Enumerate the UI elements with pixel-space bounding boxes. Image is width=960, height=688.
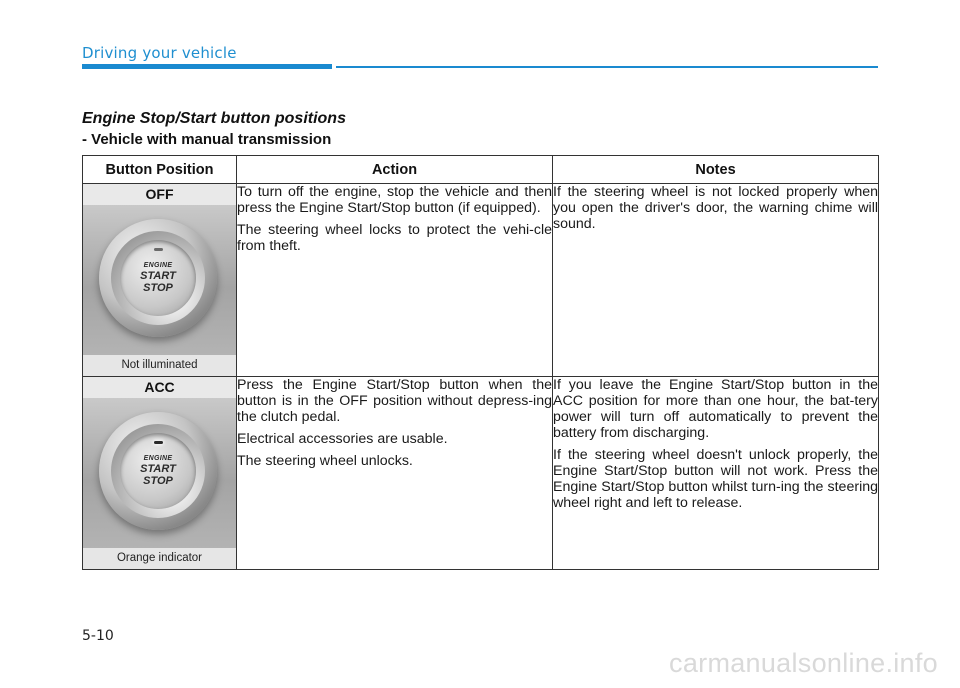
header-rule-thin xyxy=(336,66,878,68)
notes-text: If the steering wheel doesn't unlock properly, the Engine Start/Stop button will not work. Press the Engine Start/Stop button whilst turn-ing the steering wheel right and left to release. xyxy=(553,447,878,511)
button-face xyxy=(120,240,196,316)
notes-text: If you leave the Engine Start/Stop button in the ACC position for more than one hour, the bat-tery power will turn off automatically to prevent the battery from discharging. xyxy=(553,377,878,441)
button-label-stop: STOP xyxy=(143,475,173,487)
button-label-start: START xyxy=(140,463,176,475)
page-subtitle: - Vehicle with manual transmission xyxy=(82,131,332,148)
action-text: The steering wheel unlocks. xyxy=(237,453,413,469)
action-text: Electrical accessories are usable. xyxy=(237,431,448,447)
image-caption-acc: Orange indicator xyxy=(83,548,236,569)
start-stop-button-image-acc xyxy=(83,398,236,548)
page-number: 5-10 xyxy=(82,628,114,644)
action-text: The steering wheel locks to protect the vehi-cle from theft. xyxy=(237,222,552,254)
action-text: Press the Engine Start/Stop button when the button is in the OFF position without depress-ing the clutch pedal. xyxy=(237,377,552,425)
position-label-acc: ACC xyxy=(83,377,236,398)
button-bezel xyxy=(99,412,217,530)
position-cell-off xyxy=(83,184,237,377)
button-bezel xyxy=(99,219,217,337)
button-face xyxy=(120,433,196,509)
button-positions-table xyxy=(82,155,879,570)
button-label-stop: STOP xyxy=(143,282,173,294)
action-text: To turn off the engine, stop the vehicle and then press the Engine Start/Stop button (if equipped). xyxy=(237,184,552,216)
table-row-acc xyxy=(83,377,879,570)
page-title: Engine Stop/Start button positions xyxy=(82,110,346,127)
notes-cell-acc xyxy=(553,377,879,570)
start-stop-button-image-off xyxy=(83,205,236,355)
table-header-row xyxy=(83,156,879,184)
table-row-off xyxy=(83,184,879,377)
action-cell-acc xyxy=(237,377,553,570)
column-header-position: Button Position xyxy=(83,156,237,184)
indicator-light xyxy=(154,248,163,251)
notes-text: If the steering wheel is not locked properly when you open the driver's door, the warning chime will sound. xyxy=(553,184,878,232)
image-caption-off: Not illuminated xyxy=(83,355,236,376)
button-label-start: START xyxy=(140,270,176,282)
button-label-engine: ENGINE xyxy=(143,455,173,462)
button-label-engine: ENGINE xyxy=(143,262,173,269)
position-cell-acc xyxy=(83,377,237,570)
notes-cell-off xyxy=(553,184,879,377)
header-rule-thick xyxy=(82,64,332,69)
position-label-off: OFF xyxy=(83,184,236,205)
watermark[interactable]: carmanualsonline.info xyxy=(669,648,938,678)
indicator-light xyxy=(154,441,163,444)
column-header-notes: Notes xyxy=(553,156,879,184)
action-cell-off xyxy=(237,184,553,377)
column-header-action: Action xyxy=(237,156,553,184)
section-heading: Driving your vehicle xyxy=(82,44,237,62)
